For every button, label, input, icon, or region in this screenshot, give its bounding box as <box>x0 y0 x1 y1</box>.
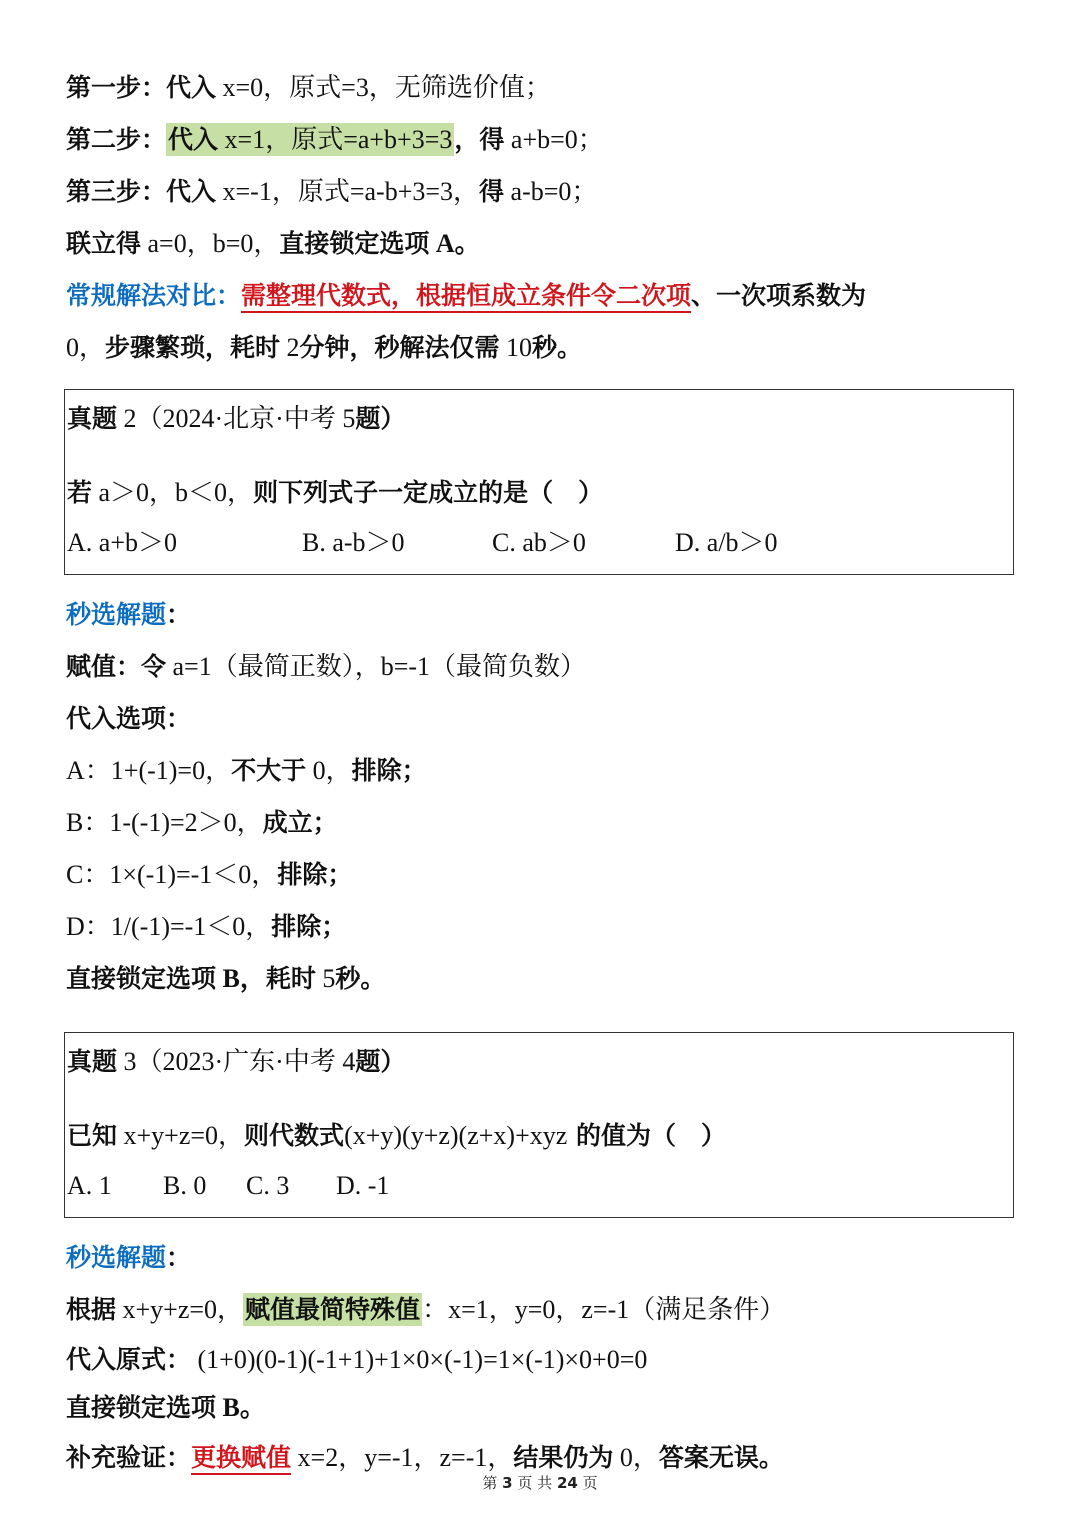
substitute-label: 代入原式： <box>66 1345 192 1374</box>
question-3-stem <box>67 1111 1009 1161</box>
q2-title-suffix: 题） <box>355 404 406 433</box>
assign-label: 赋值：令 <box>66 652 167 681</box>
step-2-highlight <box>166 123 454 156</box>
step-2-de: ，得 <box>454 125 505 154</box>
q3-stem-ask: 的值为（ ） <box>567 1121 727 1150</box>
solution-3-substitute <box>66 1336 1016 1384</box>
q3-stem-given: 已知 <box>67 1121 118 1150</box>
sol2-c-math: C：1×(-1)=-1＜0， <box>66 860 278 889</box>
basis-values: ：x=1，y=0，z=-1（满足条件） <box>422 1295 786 1324</box>
q2-title-number: 5 <box>335 404 356 433</box>
verify-values: x=2，y=-1，z=-1， <box>291 1443 514 1472</box>
sol2-d-math: D：1/(-1)=-1＜0， <box>66 912 272 941</box>
q3-option-d: D. -1 <box>336 1171 390 1200</box>
q2-option-c: C. ab＞0 <box>492 528 586 557</box>
sol3-answer: B。 <box>216 1393 266 1422</box>
solution-3-basis <box>66 1284 1016 1336</box>
sol2-b-math: B：1-(-1)=2＞0， <box>66 808 263 837</box>
q2-title-label: 真题 <box>67 404 118 433</box>
compare-minutes: 2 <box>280 333 300 362</box>
q3-stem-condition: x+y+z=0， <box>117 1121 245 1150</box>
verify-text-a: 结果仍为 <box>513 1443 614 1472</box>
step-1-math: x=0，原式=3，无筛选价值； <box>216 73 551 102</box>
step-2-label: 第二步： <box>66 125 167 154</box>
verify-label: 补充验证： <box>66 1443 192 1472</box>
compare-line-2 <box>66 322 1016 374</box>
combine-lock-text: 直接锁定选项 <box>279 229 430 258</box>
solution-3-final <box>66 1384 1016 1432</box>
compare-text-a: 步骤繁琐，耗时 <box>105 333 281 362</box>
q3-title-number: 4 <box>335 1047 356 1076</box>
q2-option-b: B. a-b＞0 <box>302 528 405 557</box>
sol2-a-math: A：1+(-1)=0， <box>66 756 232 785</box>
sol2-time-unit: 秒。 <box>335 964 386 993</box>
sol2-a-exclude: 排除； <box>351 756 427 785</box>
compare-text-b: 分钟，秒解法仅需 <box>299 333 500 362</box>
step-2-line <box>66 114 1016 166</box>
footer-total-pages: 24 <box>556 1474 578 1492</box>
compare-underlined-text: 需整理代数式，根据恒成立条件令二次项 <box>241 281 691 313</box>
q3-title-suffix: 题） <box>355 1047 406 1076</box>
q2-option-d: D. a/b＞0 <box>675 528 778 557</box>
footer-prefix: 第 <box>482 1474 498 1492</box>
step-1-line <box>66 62 1016 114</box>
q3-title-label: 真题 <box>67 1047 118 1076</box>
footer-mid: 页 共 <box>517 1474 553 1492</box>
q2-stem-math: a＞0，b＜0， <box>92 478 254 507</box>
question-2-box <box>64 389 1014 575</box>
compare-zero: 0， <box>66 333 106 362</box>
step-3-label: 第三步：代入 <box>66 177 217 206</box>
solution-2-assign <box>66 641 1016 693</box>
solution-2-heading <box>66 589 1016 641</box>
question-3-title <box>67 1037 1009 1087</box>
combine-label: 联立得 <box>66 229 142 258</box>
solution-2-colon: ： <box>166 600 192 629</box>
page-footer <box>0 1472 1080 1493</box>
verify-underlined-text: 更换赋值 <box>191 1443 291 1475</box>
basis-highlight: 赋值最简特殊值 <box>245 1295 421 1324</box>
basis-condition: x+y+z=0， <box>116 1295 244 1324</box>
q2-stem-text: 则下列式子一定成立的是（ ） <box>253 478 604 507</box>
question-2-title <box>67 394 1009 444</box>
footer-suffix: 页 <box>582 1474 598 1492</box>
solution-2-substitute: 代入选项： <box>66 704 192 733</box>
sol2-b-holds: 成立； <box>262 808 338 837</box>
solution-2-option-c <box>66 849 1016 901</box>
q3-option-a: A. 1 <box>67 1171 112 1200</box>
q3-option-b: B. 0 <box>163 1171 207 1200</box>
solution-3-heading <box>66 1232 1016 1284</box>
question-3-box <box>64 1032 1014 1218</box>
q3-title-source: 3（2023·广东·中考 <box>117 1047 336 1076</box>
q2-option-a: A. a+b＞0 <box>67 528 177 557</box>
q2-title-source: 2（2024·北京·中考 <box>117 404 336 433</box>
sol2-lock-text: 直接锁定选项 <box>66 964 217 993</box>
compare-line-1 <box>66 270 1016 322</box>
step-3-math: x=-1，原式=a-b+3=3， <box>216 177 480 206</box>
solution-2-final <box>66 953 1016 1005</box>
q3-stem-expression: (x+y)(y+z)(z+x)+xyz <box>344 1121 568 1150</box>
solution-2-option-b <box>66 797 1016 849</box>
solution-3-colon: ： <box>166 1243 192 1272</box>
step-1-label: 第一步：代入 <box>66 73 217 102</box>
compare-rest: 、一次项系数为 <box>691 281 867 310</box>
solution-2-option-a <box>66 745 1016 797</box>
solution-2-label: 秒选解题 <box>66 600 167 629</box>
basis-label: 根据 <box>66 1295 117 1324</box>
combine-math: a=0，b=0， <box>141 229 280 258</box>
step-2-highlight-math: x=1，原式=a+b+3=3 <box>218 125 453 154</box>
combine-answer: A。 <box>429 229 481 258</box>
question-3-options <box>67 1161 1009 1211</box>
sol3-lock-text: 直接锁定选项 <box>66 1393 217 1422</box>
sol2-a-zero: 0， <box>306 756 352 785</box>
q2-stem-if: 若 <box>67 478 93 507</box>
q3-stem-text: 则代数式 <box>244 1121 345 1150</box>
combine-line <box>66 218 1016 270</box>
footer-page-number: 3 <box>502 1474 513 1492</box>
q3-option-c: C. 3 <box>246 1171 290 1200</box>
sol2-c-exclude: 排除； <box>277 860 353 889</box>
sol2-time-value: 5 <box>315 964 336 993</box>
verify-text-b: 答案无误。 <box>658 1443 784 1472</box>
sol2-d-exclude: 排除； <box>271 912 347 941</box>
assign-values: a=1（最简正数），b=-1（最简负数） <box>166 652 587 681</box>
compare-seconds: 10 <box>499 333 533 362</box>
step-2-result: a+b=0； <box>504 125 604 154</box>
step-3-line <box>66 166 1016 218</box>
question-2-stem <box>67 468 1009 518</box>
step-3-de: 得 <box>479 177 505 206</box>
document-page <box>66 62 1016 1484</box>
question-2-options <box>67 518 1009 568</box>
step-3-result: a-b=0； <box>504 177 598 206</box>
sol2-answer: B， <box>216 964 266 993</box>
solution-3-label: 秒选解题 <box>66 1243 167 1272</box>
substitute-math: (1+0)(0-1)(-1+1)+1×0×(-1)=1×(-1)×0+0=0 <box>191 1345 648 1374</box>
sol2-a-text: 不大于 <box>231 756 307 785</box>
step-2-highlight-text: 代入 <box>168 125 219 154</box>
compare-text-c: 秒。 <box>532 333 583 362</box>
solution-2-option-d <box>66 901 1016 953</box>
compare-label: 常规解法对比： <box>66 281 242 310</box>
sol2-time-label: 耗时 <box>265 964 316 993</box>
verify-zero: 0， <box>613 1443 659 1472</box>
